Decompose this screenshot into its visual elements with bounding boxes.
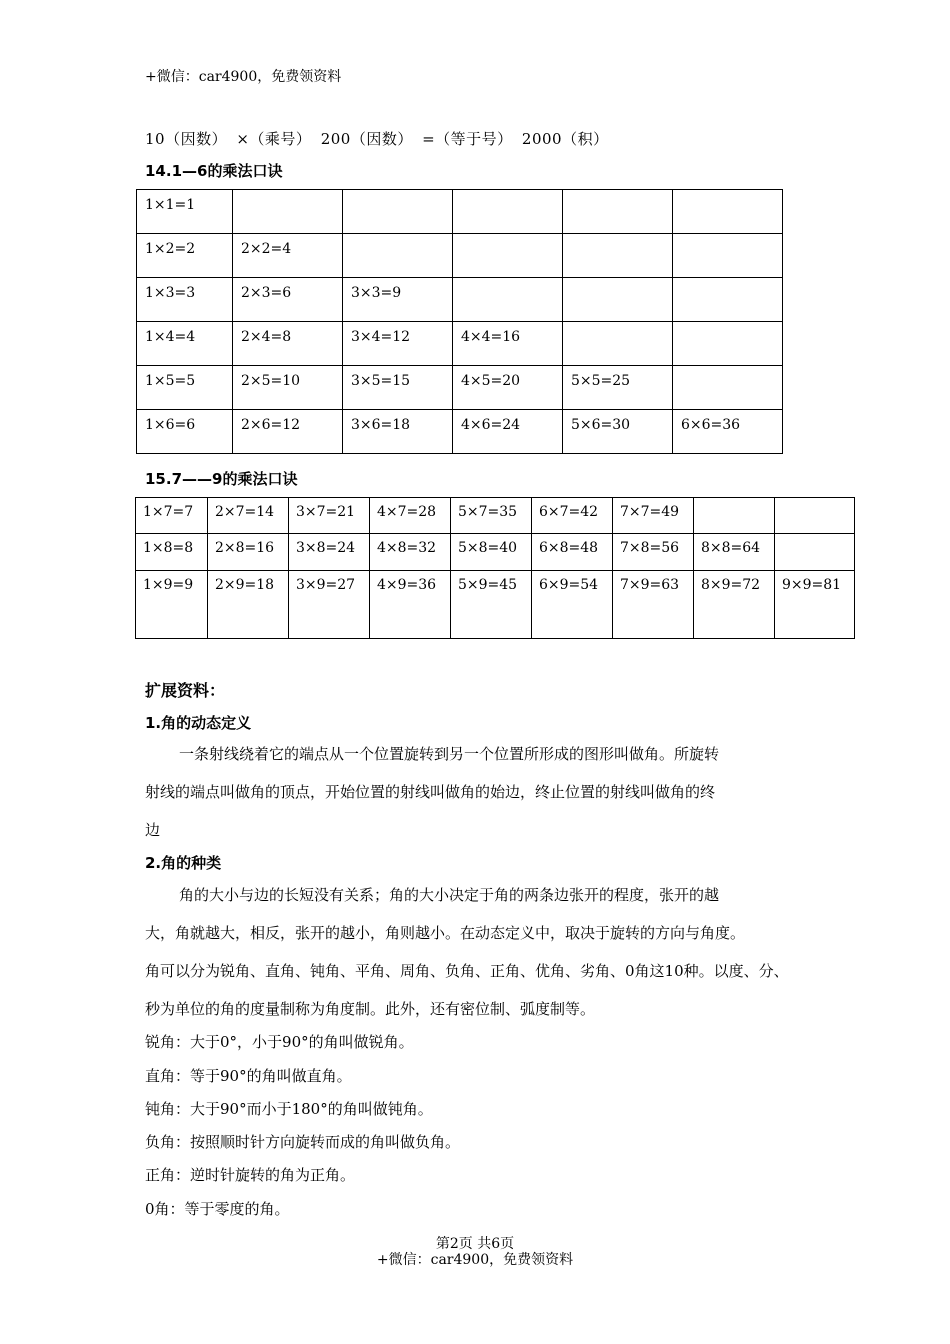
- table-cell: 5×5=25: [563, 366, 673, 410]
- table-cell: 5×6=30: [563, 410, 673, 454]
- table-cell: [673, 278, 783, 322]
- table-cell: 4×9=36: [370, 571, 451, 639]
- table-row: [137, 366, 783, 410]
- table-cell: 2×3=6: [233, 278, 343, 322]
- definition-obtuse-angle: 钝角：大于90°而小于180°的角叫做钝角。: [145, 1100, 433, 1118]
- table-cell: [673, 322, 783, 366]
- table-cell: [563, 190, 673, 234]
- table-cell: [673, 190, 783, 234]
- table-row: [137, 234, 783, 278]
- table-cell: 8×9=72: [694, 571, 775, 639]
- table-cell: [453, 234, 563, 278]
- page-number: 第2页 共6页: [435, 1236, 515, 1252]
- table-cell: [453, 278, 563, 322]
- table-cell: 1×6=6: [137, 410, 233, 454]
- table-cell: [563, 278, 673, 322]
- table-cell: 4×4=16: [453, 322, 563, 366]
- multiplication-table-7-9: [135, 497, 855, 639]
- angle-dynamic-definition-title: 1.角的动态定义: [145, 714, 252, 732]
- table-cell: 2×9=18: [208, 571, 289, 639]
- table-cell: 7×9=63: [613, 571, 694, 639]
- table-cell: [673, 366, 783, 410]
- angle-dynamic-definition-text: [145, 735, 810, 849]
- table-row: [136, 498, 855, 534]
- table-cell: [563, 322, 673, 366]
- table-cell: [775, 498, 855, 534]
- table-cell: 3×6=18: [343, 410, 453, 454]
- table-cell: 2×4=8: [233, 322, 343, 366]
- table-cell: 6×7=42: [532, 498, 613, 534]
- definition-zero-angle: 0角：等于零度的角。: [145, 1200, 290, 1218]
- table-cell: 7×8=56: [613, 534, 694, 571]
- definition-right-angle: 直角：等于90°的角叫做直角。: [145, 1067, 352, 1085]
- table-cell: 1×7=7: [136, 498, 208, 534]
- footer-watermark-note: +微信：car4900，免费领资料: [376, 1252, 574, 1268]
- table-cell: [233, 190, 343, 234]
- section-15-title: 15.7——9的乘法口诀: [145, 470, 298, 488]
- table-cell: 3×3=9: [343, 278, 453, 322]
- table-cell: 1×1=1: [137, 190, 233, 234]
- table-cell: [563, 234, 673, 278]
- table-cell: 3×9=27: [289, 571, 370, 639]
- table-row: [136, 571, 855, 639]
- table-cell: [673, 234, 783, 278]
- paragraph-line: 边: [145, 821, 161, 839]
- definition-positive-angle: 正角：逆时针旋转的角为正角。: [145, 1166, 356, 1184]
- table-row: [137, 278, 783, 322]
- definition-negative-angle: 负角：按照顺时针方向旋转而成的角叫做负角。: [145, 1133, 461, 1151]
- table-cell: 2×7=14: [208, 498, 289, 534]
- header-watermark-note: +微信：car4900，免费领资料: [145, 69, 342, 85]
- table-cell: 8×8=64: [694, 534, 775, 571]
- paragraph-line: 射线的端点叫做角的顶点，开始位置的射线叫做角的始边，终止位置的射线叫做角的终: [145, 783, 716, 801]
- angle-types-title: 2.角的种类: [145, 854, 222, 872]
- table-cell: 4×5=20: [453, 366, 563, 410]
- table-cell: 3×4=12: [343, 322, 453, 366]
- definition-acute-angle: 锐角：大于0°，小于90°的角叫做锐角。: [145, 1033, 414, 1051]
- angle-types-text: [145, 876, 810, 1028]
- table-cell: [453, 190, 563, 234]
- table-cell: [694, 498, 775, 534]
- table-cell: 6×6=36: [673, 410, 783, 454]
- extension-title: 扩展资料：: [145, 681, 226, 700]
- table-cell: 4×6=24: [453, 410, 563, 454]
- paragraph-line: 角的大小与边的长短没有关系；角的大小决定于角的两条边张开的程度，张开的越: [179, 886, 720, 904]
- table-cell: 1×2=2: [137, 234, 233, 278]
- table-cell: 1×4=4: [137, 322, 233, 366]
- table-cell: 2×8=16: [208, 534, 289, 571]
- multiplication-terms-line: 10（因数） ×（乘号） 200（因数） =（等于号） 2000（积）: [145, 130, 609, 148]
- table-row: [137, 322, 783, 366]
- paragraph-line: 大，角就越大，相反，张开的越小，角则越小。在动态定义中，取决于旋转的方向与角度。: [145, 924, 746, 942]
- paragraph-line: 一条射线绕着它的端点从一个位置旋转到另一个位置所形成的图形叫做角。所旋转: [179, 745, 720, 763]
- table-cell: [343, 190, 453, 234]
- table-cell: 4×7=28: [370, 498, 451, 534]
- table-cell: 6×8=48: [532, 534, 613, 571]
- table-cell: 6×9=54: [532, 571, 613, 639]
- table-cell: 3×7=21: [289, 498, 370, 534]
- table-cell: 9×9=81: [775, 571, 855, 639]
- table-cell: [343, 234, 453, 278]
- table-cell: 2×5=10: [233, 366, 343, 410]
- paragraph-line: 秒为单位的角的度量制称为角度制。此外，还有密位制、弧度制等。: [145, 1000, 596, 1018]
- table-cell: [775, 534, 855, 571]
- table-cell: 1×9=9: [136, 571, 208, 639]
- table-row: [137, 190, 783, 234]
- table-cell: 5×7=35: [451, 498, 532, 534]
- table-cell: 5×9=45: [451, 571, 532, 639]
- paragraph-line: 角可以分为锐角、直角、钝角、平角、周角、负角、正角、优角、劣角、0角这10种。以度、分、: [145, 962, 789, 980]
- table-cell: 5×8=40: [451, 534, 532, 571]
- table-cell: 4×8=32: [370, 534, 451, 571]
- section-14-title: 14.1—6的乘法口诀: [145, 162, 283, 180]
- table-cell: 2×2=4: [233, 234, 343, 278]
- table-cell: 3×8=24: [289, 534, 370, 571]
- multiplication-table-1-6: [136, 189, 783, 454]
- table-cell: 1×3=3: [137, 278, 233, 322]
- table-cell: 1×8=8: [136, 534, 208, 571]
- table-row: [137, 410, 783, 454]
- table-row: [136, 534, 855, 571]
- table-cell: 1×5=5: [137, 366, 233, 410]
- table-cell: 2×6=12: [233, 410, 343, 454]
- table-cell: 7×7=49: [613, 498, 694, 534]
- table-cell: 3×5=15: [343, 366, 453, 410]
